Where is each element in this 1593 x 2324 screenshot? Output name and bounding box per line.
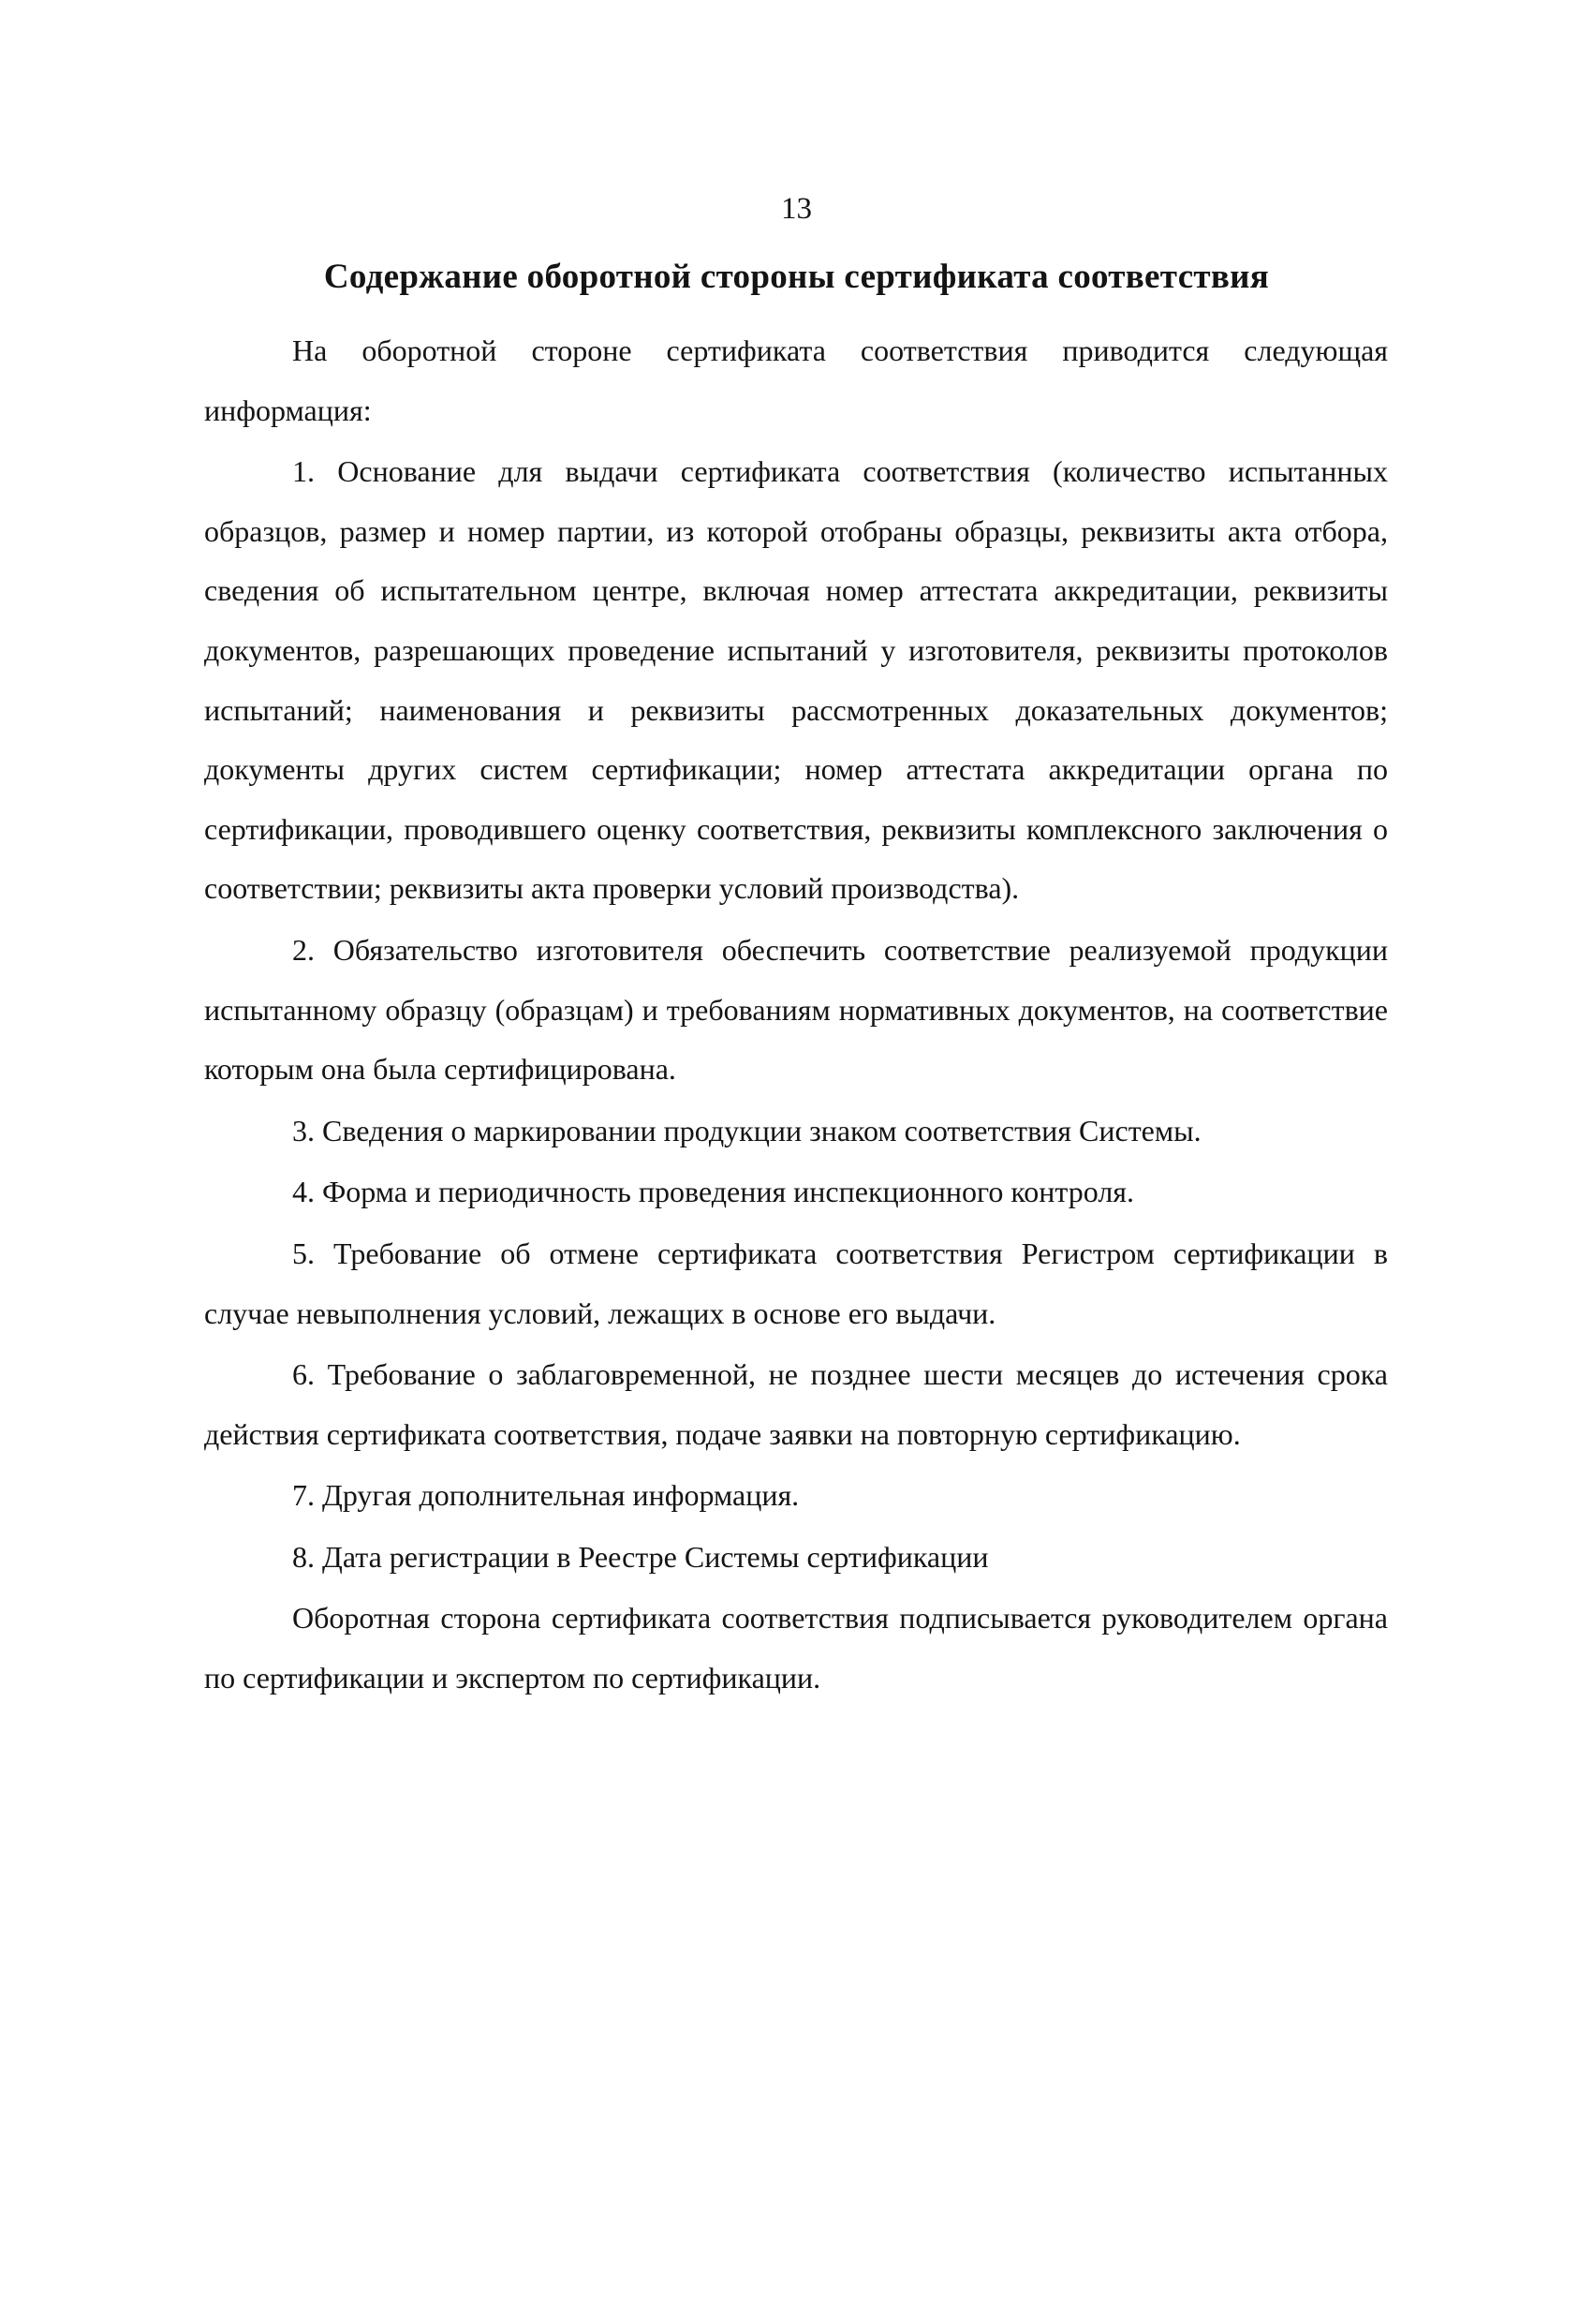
document-body bbox=[204, 321, 1388, 1710]
list-item-4: 4. Форма и периодичность проведения инспекционного контроля. bbox=[292, 1175, 1135, 1209]
list-item-8: 8. Дата регистрации в Реестре Системы сертификации bbox=[292, 1539, 989, 1574]
closing-paragraph: Оборотная сторона сертификата соответствия подписывается руководителем органа по сертификации и экспертом по сертификации. bbox=[204, 1601, 1388, 1695]
list-item-6: 6. Требование о заблаговременной, не позднее шести месяцев до истечения срока действия сертификата соответствия, подаче заявки на повторную сертификацию. bbox=[204, 1357, 1388, 1451]
list-item-3: 3. Сведения о маркировании продукции знаком соответствия Системы. bbox=[292, 1113, 1202, 1147]
list-item-5: 5. Требование об отмене сертификата соответствия Регистром сертификации в случае невыполнения условий, лежащих в основе его выдачи. bbox=[204, 1236, 1388, 1330]
page-number: 13 bbox=[781, 192, 812, 226]
page-title: Содержание оборотной стороны сертификата соответствия bbox=[323, 258, 1270, 296]
list-item-7: 7. Другая дополнительная информация. bbox=[292, 1478, 800, 1513]
list-item-1: 1. Основание для выдачи сертификата соответствия (количество испытанных образцов, размер и номер партии, из которой отобраны образцы, реквизиты акта отбора, сведения об испытательном центре, включая номер аттестата аккредитации, реквизиты документов, разрешающих проведение испытаний у изготовителя, реквизиты протоколов испытаний; наименования и реквизиты рассмотренных доказательных документов; документы других систем сертификации; номер аттестата аккредитации органа по сертификации, проводившего оценку соответствия, реквизиты комплексного заключения о соответствии; реквизиты акта проверки условий производства). bbox=[204, 454, 1388, 906]
list-item-2: 2. Обязательство изготовителя обеспечить соответствие реализуемой продукции испытанному образцу (образцам) и требованиям нормативных документов, на соответствие которым она была сертифицирована. bbox=[204, 932, 1388, 1087]
intro-paragraph: На оборотной стороне сертификата соответствия приводится следующая информация: bbox=[204, 333, 1388, 427]
